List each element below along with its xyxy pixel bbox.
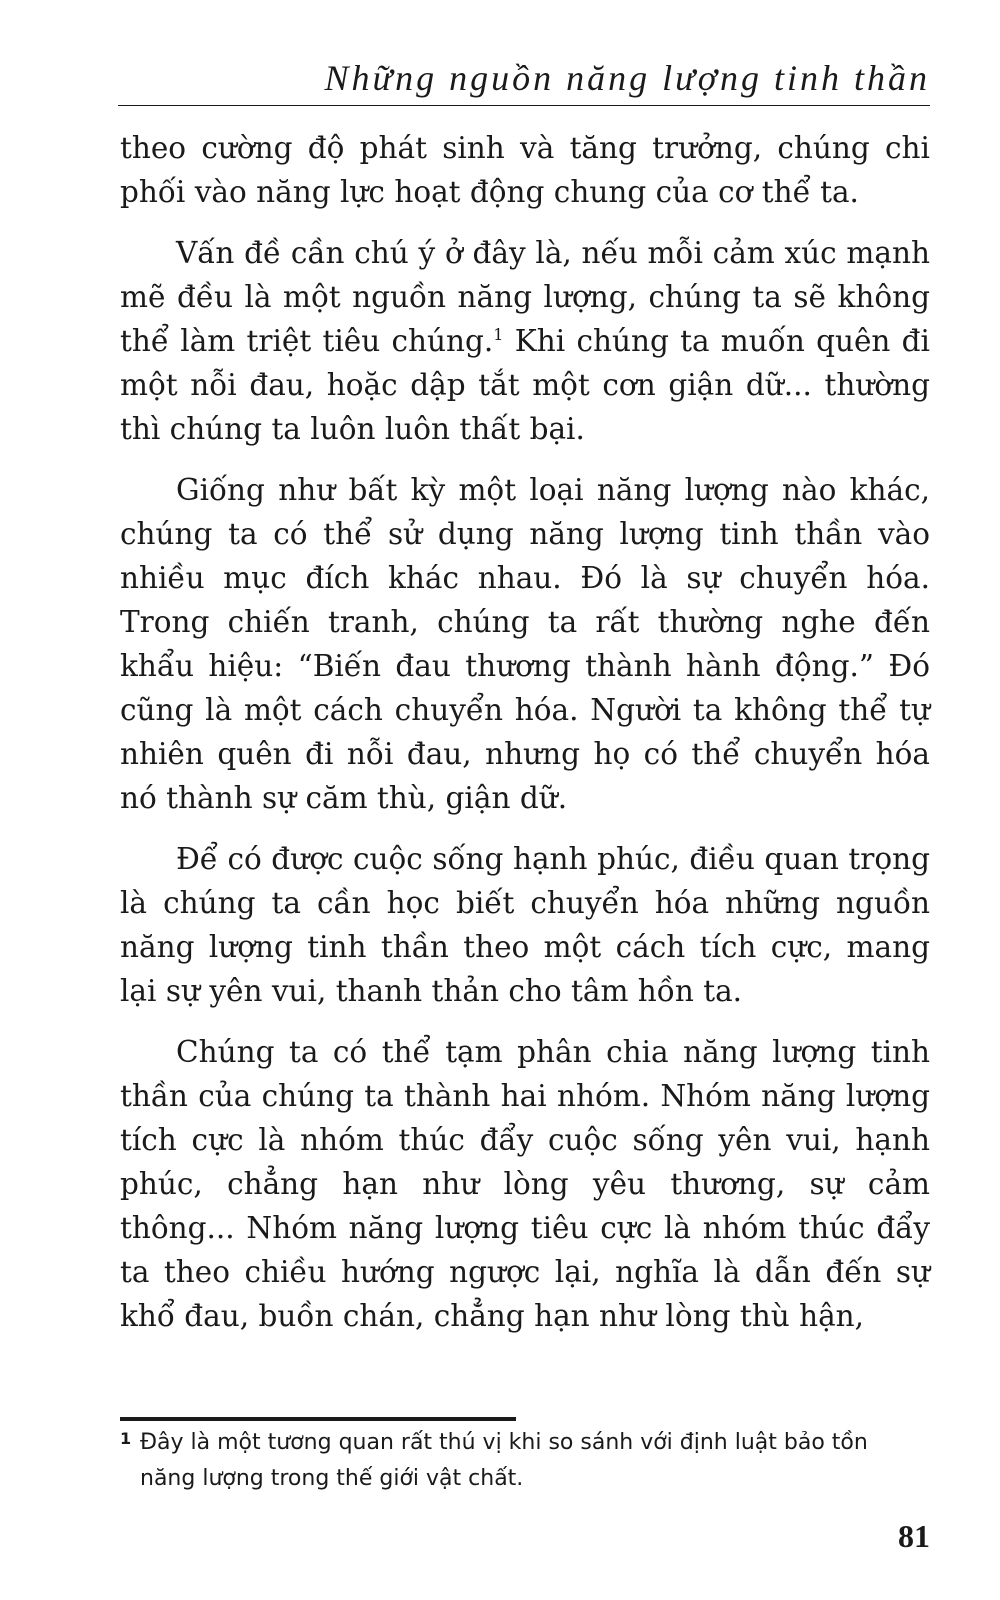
footnote bbox=[120, 1425, 930, 1497]
footnote-reference: 1 bbox=[493, 325, 504, 345]
paragraph-2-text: Vấn đề cần chú ý ở đây là, nếu mỗi cảm xúc mạnh mẽ đều là một nguồn năng lượng, chúng ta sẽ không thể làm triệt tiêu chúng. bbox=[120, 236, 930, 358]
paragraph-2-continuation: Khi chúng ta muốn quên đi một nỗi đau, hoặc dập tắt một cơn giận dữ... thường thì chúng ta luôn luôn thất bại. bbox=[120, 324, 930, 446]
paragraph-5: Chúng ta có thể tạm phân chia năng lượng tinh thần của chúng ta thành hai nhóm. Nhóm năng lượng tích cực là nhóm thúc đẩy cuộc sống yên vui, hạnh phúc, chẳng hạn như lòng yêu thương, sự cảm thông... Nhóm năng lượng tiêu cực là nhóm thúc đẩy ta theo chiều hướng ngược lại, nghĩa là dẫn đến sự khổ đau, buồn chán, chẳng hạn như lòng thù hận, bbox=[120, 1035, 930, 1333]
footnote-divider bbox=[120, 1417, 516, 1421]
footnote-marker: 1 bbox=[120, 1429, 132, 1448]
paragraph-1: theo cường độ phát sinh và tăng trưởng, chúng chi phối vào năng lực hoạt động chung của cơ thể ta. bbox=[120, 131, 930, 209]
footnote-text: Đây là một tương quan rất thú vị khi so sánh với định luật bảo tồn năng lượng trong thế giới vật chất. bbox=[140, 1430, 868, 1491]
running-header bbox=[118, 55, 930, 106]
body-text bbox=[120, 126, 930, 1355]
paragraph-2 bbox=[120, 231, 930, 451]
paragraph-4: Để có được cuộc sống hạnh phúc, điều quan trọng là chúng ta cần học biết chuyển hóa những nguồn năng lượng tinh thần theo một cách tích cực, mang lại sự yên vui, thanh thản cho tâm hồn ta. bbox=[120, 842, 930, 1008]
paragraph-3: Giống như bất kỳ một loại năng lượng nào khác, chúng ta có thể sử dụng năng lượng tinh thần vào nhiều mục đích khác nhau. Đó là sự chuyển hóa. Trong chiến tranh, chúng ta rất thường nghe đến khẩu hiệu: “Biến đau thương thành hành động.” Đó cũng là một cách chuyển hóa. Người ta không thể tự nhiên quên đi nỗi đau, nhưng họ có thể chuyển hóa nó thành sự căm thù, giận dữ. bbox=[120, 473, 930, 815]
page-number: 81 bbox=[898, 1518, 930, 1554]
running-title: Những nguồn năng lượng tinh thần bbox=[324, 58, 930, 98]
